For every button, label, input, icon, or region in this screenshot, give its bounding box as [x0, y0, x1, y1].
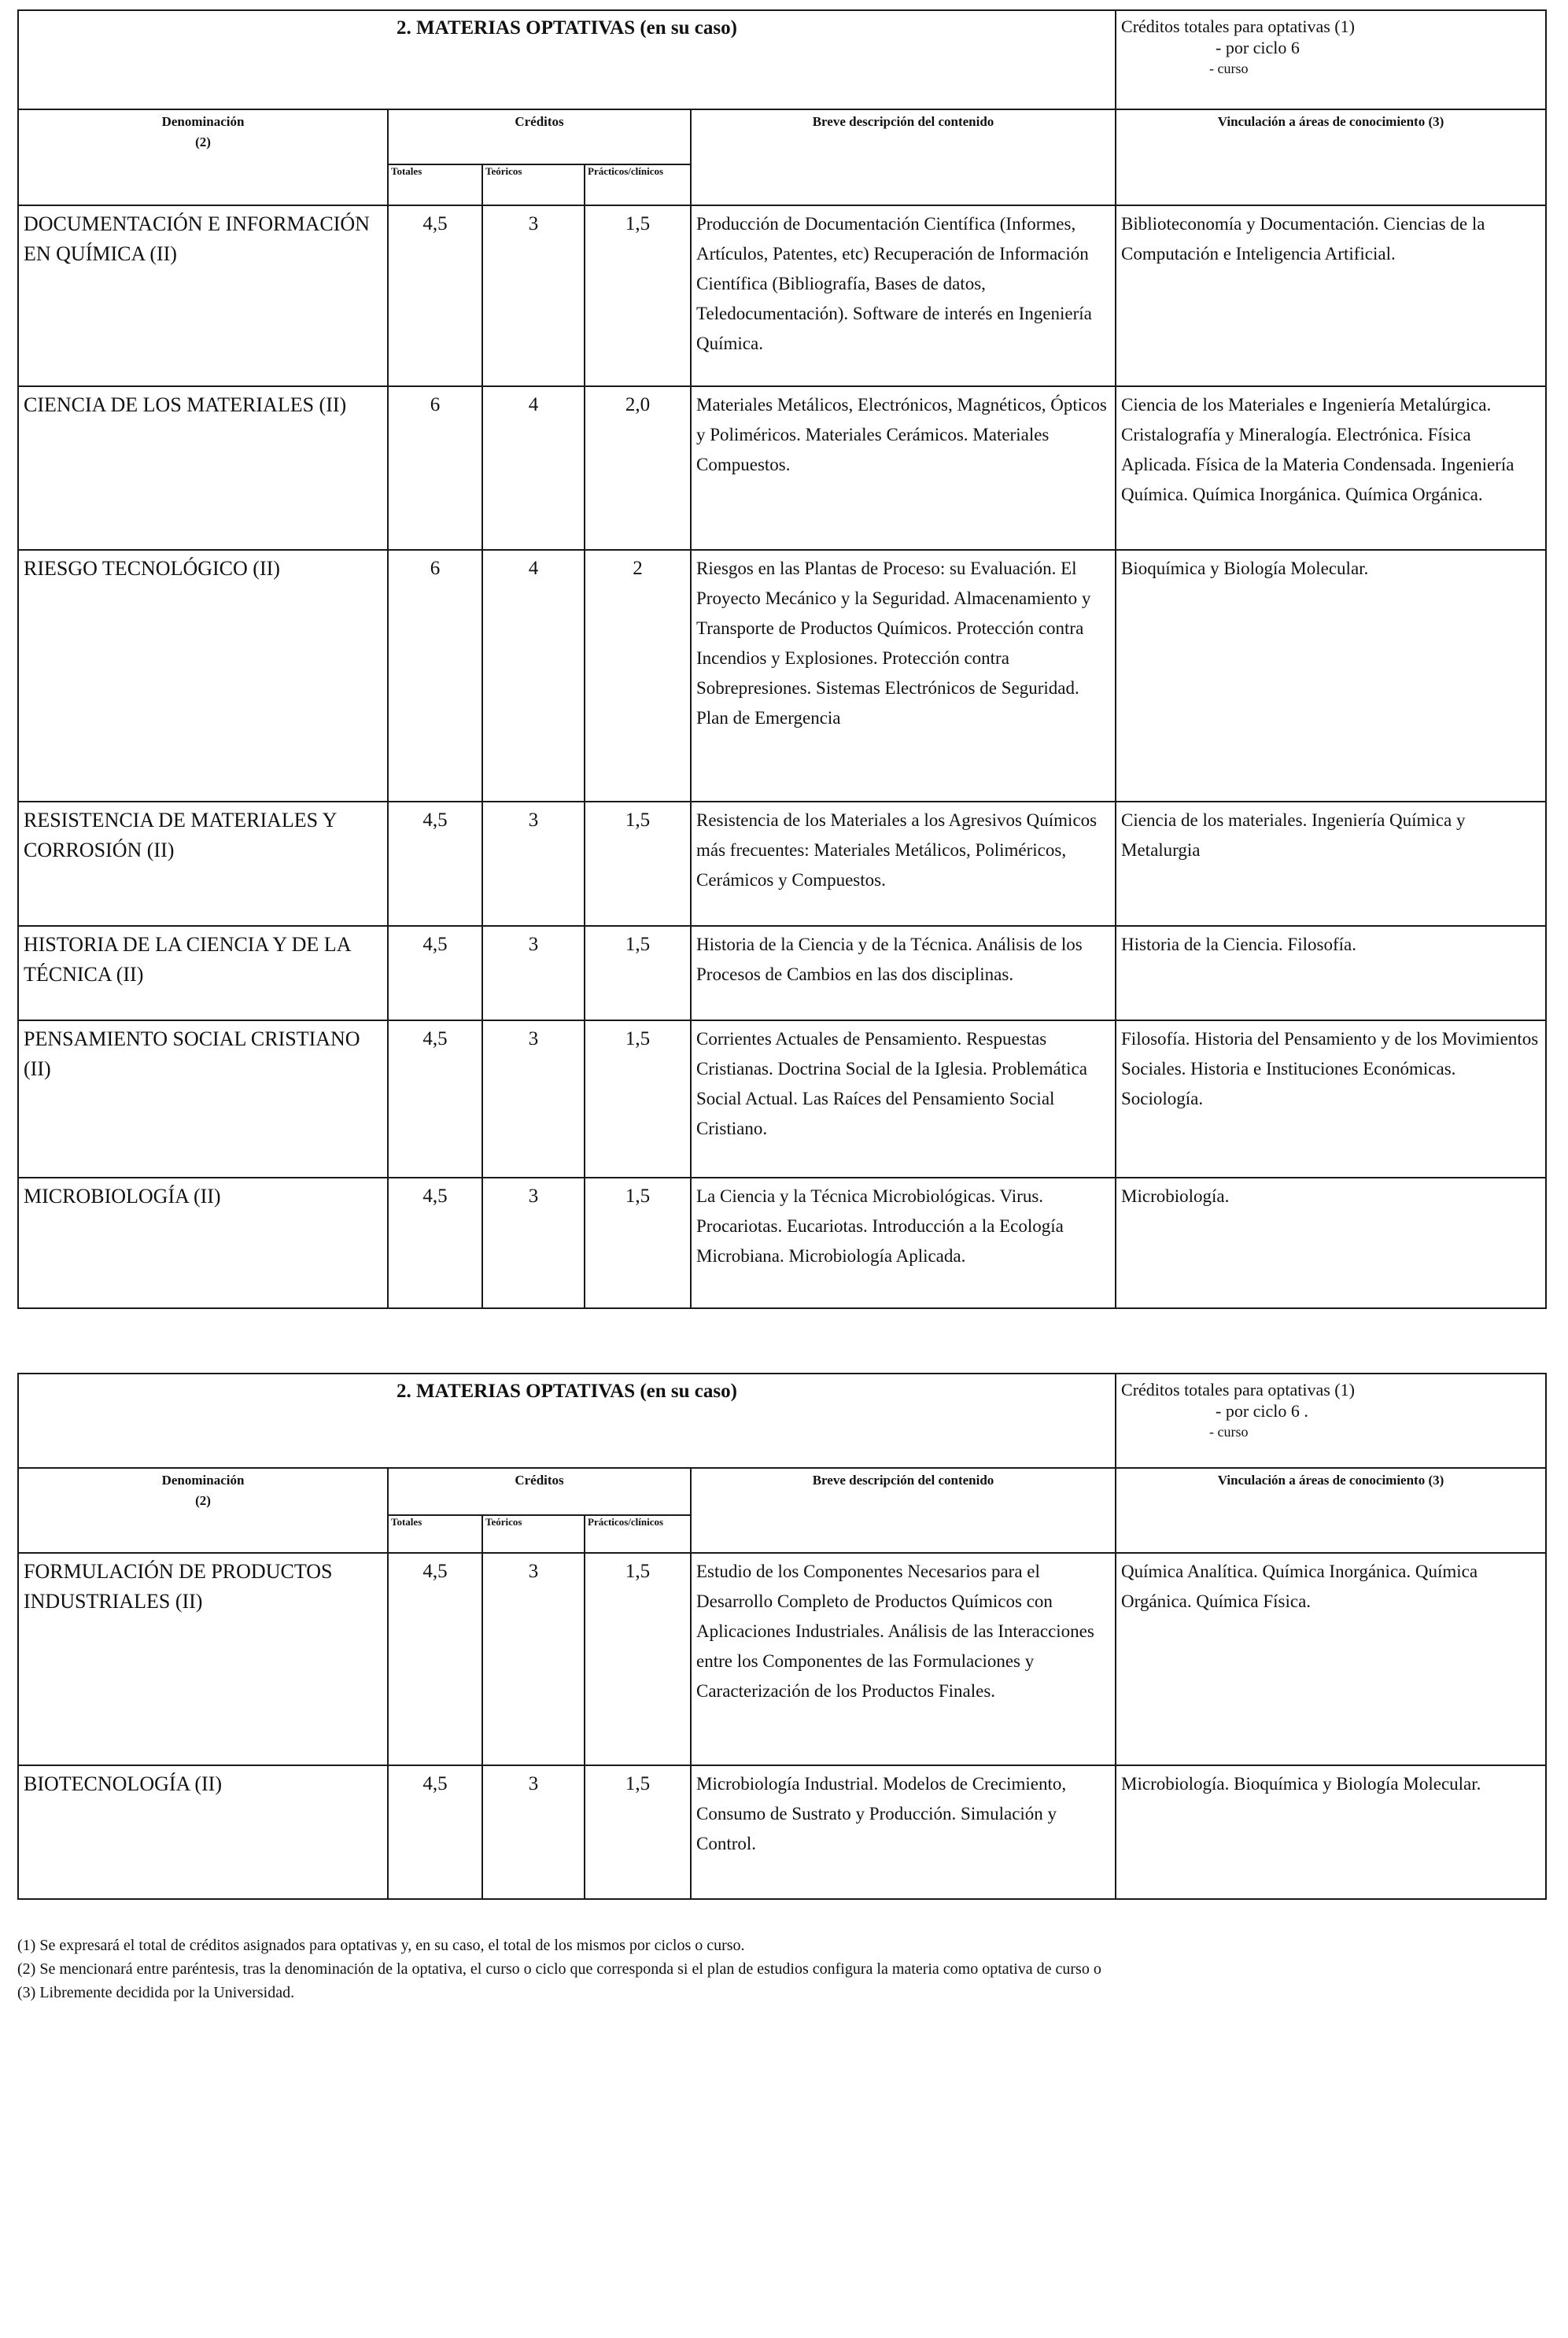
row-teoricos: 4 — [482, 386, 585, 550]
row-practicos: 1,5 — [585, 1020, 691, 1178]
footnote-2: (2) Se mencionará entre paréntesis, tras la denominación de la optativa, el curso o ciclo que corresponda si el plan de estudios configura la materia como optativa de curso o — [17, 1960, 1101, 1978]
row-vinculacion: Química Analítica. Química Inorgánica. Química Orgánica. Química Física. — [1116, 1553, 1546, 1765]
row-vinculacion: Historia de la Ciencia. Filosofía. — [1116, 926, 1546, 1020]
row-teoricos: 3 — [482, 1020, 585, 1178]
table-row — [18, 1765, 1546, 1899]
row-teoricos: 4 — [482, 550, 585, 802]
header-vinculacion: Vinculación a áreas de conocimiento (3) — [1116, 1468, 1546, 1553]
row-vinculacion: Microbiología. Bioquímica y Biología Molecular. — [1116, 1765, 1546, 1899]
row-denominacion: HISTORIA DE LA CIENCIA Y DE LA TÉCNICA (II) — [18, 926, 388, 1020]
row-descripcion: Microbiología Industrial. Modelos de Crecimiento, Consumo de Sustrato y Producción. Simulación y Control. — [691, 1765, 1116, 1899]
table-row — [18, 550, 1546, 802]
header-denominacion-label: Denominación — [161, 114, 245, 129]
row-descripcion: Producción de Documentación Científica (Informes, Artículos, Patentes, etc) Recuperación de Información Científica (Bibliografía, Bases de datos, Teledocumentación). Software de interés en Ingeniería Química. — [691, 205, 1116, 386]
header-totales: Totales — [388, 1515, 482, 1553]
credits-total-box — [1116, 10, 1546, 109]
row-practicos: 1,5 — [585, 926, 691, 1020]
row-teoricos: 3 — [482, 1765, 585, 1899]
row-practicos: 1,5 — [585, 1765, 691, 1899]
row-totales: 6 — [388, 386, 482, 550]
row-vinculacion: Ciencia de los materiales. Ingeniería Química y Metalurgia — [1116, 802, 1546, 926]
row-practicos: 1,5 — [585, 1553, 691, 1765]
row-totales: 4,5 — [388, 1178, 482, 1308]
table-row — [18, 802, 1546, 926]
row-denominacion: MICROBIOLOGÍA (II) — [18, 1178, 388, 1308]
row-teoricos: 3 — [482, 205, 585, 386]
row-totales: 4,5 — [388, 205, 482, 386]
row-descripcion: Materiales Metálicos, Electrónicos, Magnéticos, Ópticos y Poliméricos. Materiales Cerámicos. Materiales Compuestos. — [691, 386, 1116, 550]
row-vinculacion: Ciencia de los Materiales e Ingeniería Metalúrgica. Cristalografía y Mineralogía. Electrónica. Física Aplicada. Física de la Materia Condensada. Ingeniería Química. Química Inorgánica. Química Orgánica. — [1116, 386, 1546, 550]
table-title: 2. MATERIAS OPTATIVAS (en su caso) — [18, 10, 1116, 109]
row-descripcion: Corrientes Actuales de Pensamiento. Respuestas Cristianas. Doctrina Social de la Iglesia. Problemática Social Actual. Las Raíces del Pensamiento Social Cristiano. — [691, 1020, 1116, 1178]
row-descripcion: Estudio de los Componentes Necesarios para el Desarrollo Completo de Productos Químicos con Aplicaciones Industriales. Análisis de las Interacciones entre los Componentes de las Formulaciones y Caracterización de los Productos Finales. — [691, 1553, 1116, 1765]
footnote-3: (3) Libremente decidida por la Universidad. — [17, 1984, 295, 2001]
row-totales: 4,5 — [388, 926, 482, 1020]
row-descripcion: Resistencia de los Materiales a los Agresivos Químicos más frecuentes: Materiales Metálicos, Poliméricos, Cerámicos y Compuestos. — [691, 802, 1116, 926]
credits-total-label: Créditos totales para optativas (1) — [1121, 1380, 1355, 1399]
footnotes — [17, 1934, 1551, 2004]
row-practicos: 1,5 — [585, 1178, 691, 1308]
header-descripcion: Breve descripción del contenido — [691, 1468, 1116, 1553]
table-row — [18, 1178, 1546, 1308]
credits-per-course: - curso — [1209, 1424, 1249, 1440]
table-row — [18, 1553, 1546, 1765]
optativas-table-2 — [17, 1373, 1547, 1900]
row-denominacion: BIOTECNOLOGÍA (II) — [18, 1765, 388, 1899]
row-practicos: 1,5 — [585, 802, 691, 926]
credits-total-label: Créditos totales para optativas (1) — [1121, 17, 1355, 36]
header-creditos: Créditos — [388, 1468, 691, 1515]
row-practicos: 2 — [585, 550, 691, 802]
credits-per-cycle: - por ciclo 6 — [1216, 38, 1300, 57]
row-descripcion: Historia de la Ciencia y de la Técnica. Análisis de los Procesos de Cambios en las dos disciplinas. — [691, 926, 1116, 1020]
header-denominacion — [18, 1468, 388, 1553]
optativas-table-1 — [17, 9, 1547, 1309]
row-vinculacion: Filosofía. Historia del Pensamiento y de los Movimientos Sociales. Historia e Instituciones Económicas. Sociología. — [1116, 1020, 1546, 1178]
credits-per-cycle: - por ciclo 6 . — [1216, 1401, 1308, 1421]
header-denominacion-note: (2) — [195, 135, 211, 149]
table-row — [18, 386, 1546, 550]
row-vinculacion: Microbiología. — [1116, 1178, 1546, 1308]
row-totales: 4,5 — [388, 1553, 482, 1765]
header-descripcion: Breve descripción del contenido — [691, 109, 1116, 205]
header-teoricos: Teóricos — [482, 1515, 585, 1553]
header-totales: Totales — [388, 164, 482, 205]
footnote-1: (1) Se expresará el total de créditos asignados para optativas y, en su caso, el total de los mismos por ciclos o curso. — [17, 1937, 745, 1954]
table-title: 2. MATERIAS OPTATIVAS (en su caso) — [18, 1374, 1116, 1468]
header-practicos: Prácticos/clínicos — [585, 164, 691, 205]
row-vinculacion: Biblioteconomía y Documentación. Ciencias de la Computación e Inteligencia Artificial. — [1116, 205, 1546, 386]
row-practicos: 2,0 — [585, 386, 691, 550]
header-creditos: Créditos — [388, 109, 691, 164]
header-teoricos: Teóricos — [482, 164, 585, 205]
row-totales: 4,5 — [388, 1765, 482, 1899]
row-denominacion: CIENCIA DE LOS MATERIALES (II) — [18, 386, 388, 550]
row-descripcion: La Ciencia y la Técnica Microbiológicas. Virus. Procariotas. Eucariotas. Introducción a la Ecología Microbiana. Microbiología Aplicada. — [691, 1178, 1116, 1308]
header-denominacion — [18, 109, 388, 205]
header-vinculacion: Vinculación a áreas de conocimiento (3) — [1116, 109, 1546, 205]
credits-total-box — [1116, 1374, 1546, 1468]
row-teoricos: 3 — [482, 802, 585, 926]
row-denominacion: RESISTENCIA DE MATERIALES Y CORROSIÓN (II) — [18, 802, 388, 926]
credits-per-course: - curso — [1209, 61, 1249, 76]
header-denominacion-note: (2) — [195, 1493, 211, 1508]
row-totales: 4,5 — [388, 802, 482, 926]
row-denominacion: PENSAMIENTO SOCIAL CRISTIANO (II) — [18, 1020, 388, 1178]
row-teoricos: 3 — [482, 926, 585, 1020]
row-denominacion: DOCUMENTACIÓN E INFORMACIÓN EN QUÍMICA (II) — [18, 205, 388, 386]
table-row — [18, 1020, 1546, 1178]
row-practicos: 1,5 — [585, 205, 691, 386]
row-totales: 6 — [388, 550, 482, 802]
row-descripcion: Riesgos en las Plantas de Proceso: su Evaluación. El Proyecto Mecánico y la Seguridad. Almacenamiento y Transporte de Productos Químicos. Protección contra Incendios y Explosiones. Protección contra Sobrepresiones. Sistemas Electrónicos de Seguridad. Plan de Emergencia — [691, 550, 1116, 802]
row-totales: 4,5 — [388, 1020, 482, 1178]
table-row — [18, 926, 1546, 1020]
row-denominacion: RIESGO TECNOLÓGICO (II) — [18, 550, 388, 802]
row-vinculacion: Bioquímica y Biología Molecular. — [1116, 550, 1546, 802]
header-practicos: Prácticos/clínicos — [585, 1515, 691, 1553]
row-teoricos: 3 — [482, 1553, 585, 1765]
row-teoricos: 3 — [482, 1178, 585, 1308]
row-denominacion: FORMULACIÓN DE PRODUCTOS INDUSTRIALES (II) — [18, 1553, 388, 1765]
table-row — [18, 205, 1546, 386]
header-denominacion-label: Denominación — [161, 1473, 245, 1488]
